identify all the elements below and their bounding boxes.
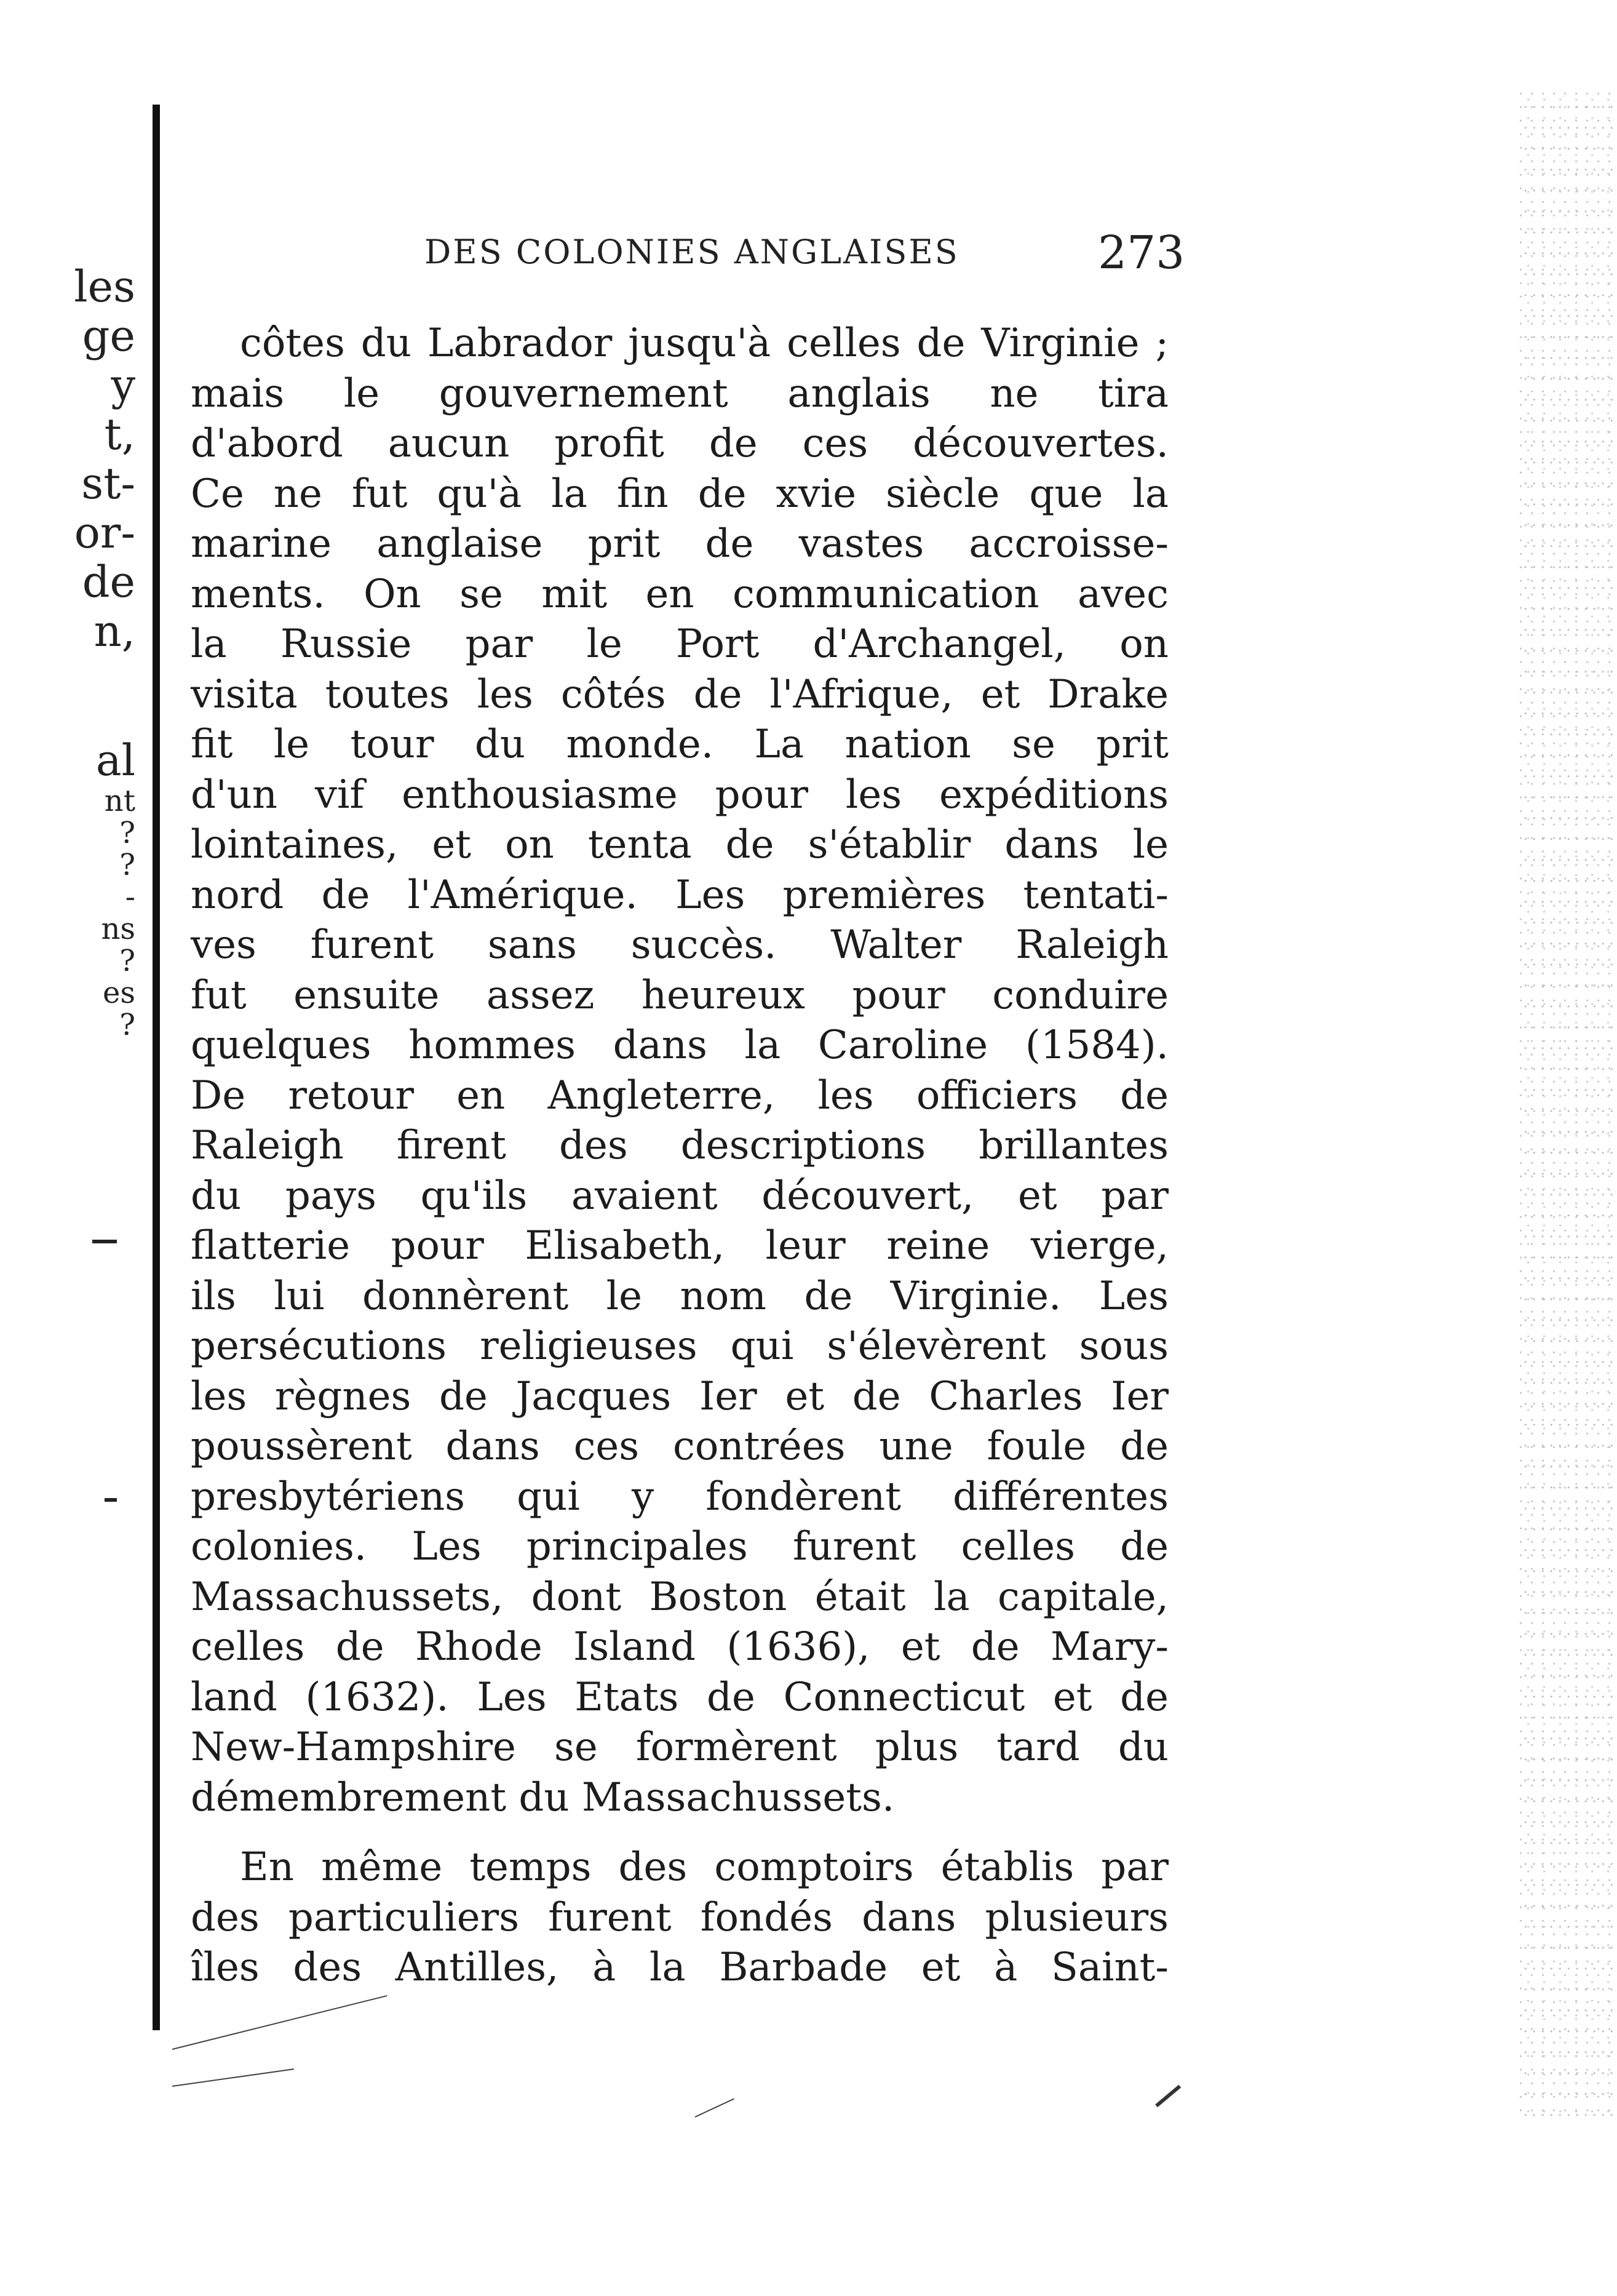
text-line-content: côtes du Labrador jusqu'à celles de Virginie ; [240, 321, 1169, 366]
page-number: 273 [1098, 226, 1185, 279]
text-line [191, 820, 1169, 871]
text-line-content: Raleigh firent des descriptions brillantes [191, 1123, 1169, 1168]
text-line [191, 1573, 1169, 1623]
text-line-content: colonies. Les principales furent celles de [191, 1524, 1169, 1569]
text-line-content: les règnes de Jacques Ier et de Charles Ier [191, 1373, 1169, 1419]
margin-dash [105, 1498, 117, 1502]
paragraph-2 [191, 1843, 1169, 1993]
margin-fragment: ? [119, 1008, 135, 1042]
margin-fragment: de [82, 557, 135, 607]
text-line [191, 1121, 1169, 1171]
text-line [191, 770, 1169, 821]
text-line-content: visita toutes les côtés de l'Afrique, et Drake [191, 671, 1169, 717]
margin-fragment: ? [119, 848, 135, 882]
text-line-content: fut ensuite assez heureux pour conduire [191, 972, 1169, 1018]
margin-fragment: or- [74, 508, 135, 558]
margin-fragment: nt [104, 784, 135, 818]
text-line [191, 1773, 1169, 1824]
text-line [191, 1522, 1169, 1573]
text-line-content: Ce ne fut qu'à la fin de xvie siècle que la [191, 471, 1169, 517]
facing-page-bleed [12, 261, 135, 1042]
text-line-content: Massachussets, dont Boston était la capitale, [191, 1574, 1169, 1620]
margin-fragment: t, [104, 409, 135, 460]
text-line-content: des particuliers furent fondés dans plusieurs [191, 1894, 1169, 1940]
margin-fragment: es [102, 976, 135, 1010]
pencil-stroke [172, 1995, 387, 2050]
text-line-content: De retour en Angleterre, les officiers de [191, 1072, 1169, 1118]
text-line-content: la Russie par le Port d'Archangel, on [191, 621, 1169, 667]
pencil-stroke [1155, 2085, 1181, 2108]
text-line [191, 971, 1169, 1021]
margin-fragment: n, [93, 606, 135, 656]
margin-dash [92, 1240, 117, 1243]
binding-rule [153, 105, 160, 2030]
text-line [191, 620, 1169, 670]
text-line [191, 871, 1169, 921]
text-line [191, 419, 1169, 469]
text-line [191, 1221, 1169, 1272]
text-line-content: flatterie pour Elisabeth, leur reine vierge, [191, 1223, 1169, 1269]
pencil-stroke [695, 2099, 734, 2118]
text-line [191, 1843, 1169, 1893]
text-line [191, 1422, 1169, 1472]
text-line-content: du pays qu'ils avaient découvert, et par [191, 1173, 1169, 1219]
text-line-content: En même temps des comptoirs établis par [240, 1844, 1169, 1890]
text-line [191, 319, 1169, 369]
margin-fragment: ? [119, 944, 135, 978]
text-line [191, 1723, 1169, 1773]
running-title: DES COLONIES ANGLAISES [424, 233, 959, 271]
text-line [191, 720, 1169, 770]
text-line-content: presbytériens qui y fondèrent différentes [191, 1473, 1169, 1520]
text-line [191, 570, 1169, 620]
text-line [191, 469, 1169, 520]
text-line-content: persécutions religieuses qui s'élevèrent sous [191, 1323, 1169, 1369]
body-text [191, 319, 1169, 1993]
text-line [191, 369, 1169, 420]
text-line [191, 1372, 1169, 1422]
text-line-content: ments. On se mit en communication avec [191, 571, 1169, 617]
text-line [191, 1622, 1169, 1673]
text-line-content: démembrement du Massachussets. [191, 1774, 895, 1820]
text-line-content: mais le gouvernement anglais ne tira [191, 370, 1169, 417]
text-line-content: lointaines, et on tenta de s'établir dans le [191, 822, 1169, 867]
margin-fragment: ns [101, 912, 135, 946]
text-line-content: marine anglaise prit de vastes accroisse- [191, 521, 1169, 567]
text-line [191, 670, 1169, 720]
paragraph-1 [191, 319, 1169, 1823]
margin-fragment: ge [82, 311, 135, 361]
text-line-content: land (1632). Les Etats de Connecticut et de [191, 1674, 1169, 1720]
text-line [191, 1321, 1169, 1372]
text-line-content: ves furent sans succès. Walter Raleigh [191, 922, 1169, 968]
text-line [191, 920, 1169, 971]
margin-fragment: - [125, 880, 135, 914]
text-line-content: d'un vif enthousiasme pour les expéditions [191, 771, 1169, 818]
margin-fragment: y [111, 360, 135, 410]
text-line [191, 1272, 1169, 1322]
text-line [191, 1472, 1169, 1523]
text-line [191, 1893, 1169, 1943]
text-line [191, 1071, 1169, 1122]
text-line [191, 1943, 1169, 1993]
margin-fragment: les [74, 261, 135, 312]
text-line [191, 1171, 1169, 1222]
text-line-content: ils lui donnèrent le nom de Virginie. Les [191, 1273, 1169, 1319]
text-line-content: celles de Rhode Island (1636), et de Mary- [191, 1624, 1169, 1670]
margin-fragment: st- [81, 458, 135, 509]
text-line-content: fit le tour du monde. La nation se prit [191, 722, 1169, 767]
margin-fragment: al [95, 735, 135, 786]
text-line-content: îles des Antilles, à la Barbade et à Saint- [191, 1945, 1169, 1990]
text-line-content: New-Hampshire se formèrent plus tard du [191, 1724, 1169, 1770]
text-line-content: poussèrent dans ces contrées une foule de [191, 1424, 1169, 1469]
text-line [191, 1021, 1169, 1071]
pencil-stroke [172, 2068, 294, 2087]
text-line [191, 1673, 1169, 1723]
text-line-content: nord de l'Amérique. Les premières tentati- [191, 872, 1169, 918]
text-line-content: quelques hommes dans la Caroline (1584). [191, 1022, 1169, 1068]
text-line [191, 519, 1169, 570]
margin-fragment: ? [119, 816, 135, 850]
scan-noise-right-edge [1519, 92, 1617, 2123]
text-line-content: d'abord aucun profit de ces découvertes. [191, 421, 1169, 466]
